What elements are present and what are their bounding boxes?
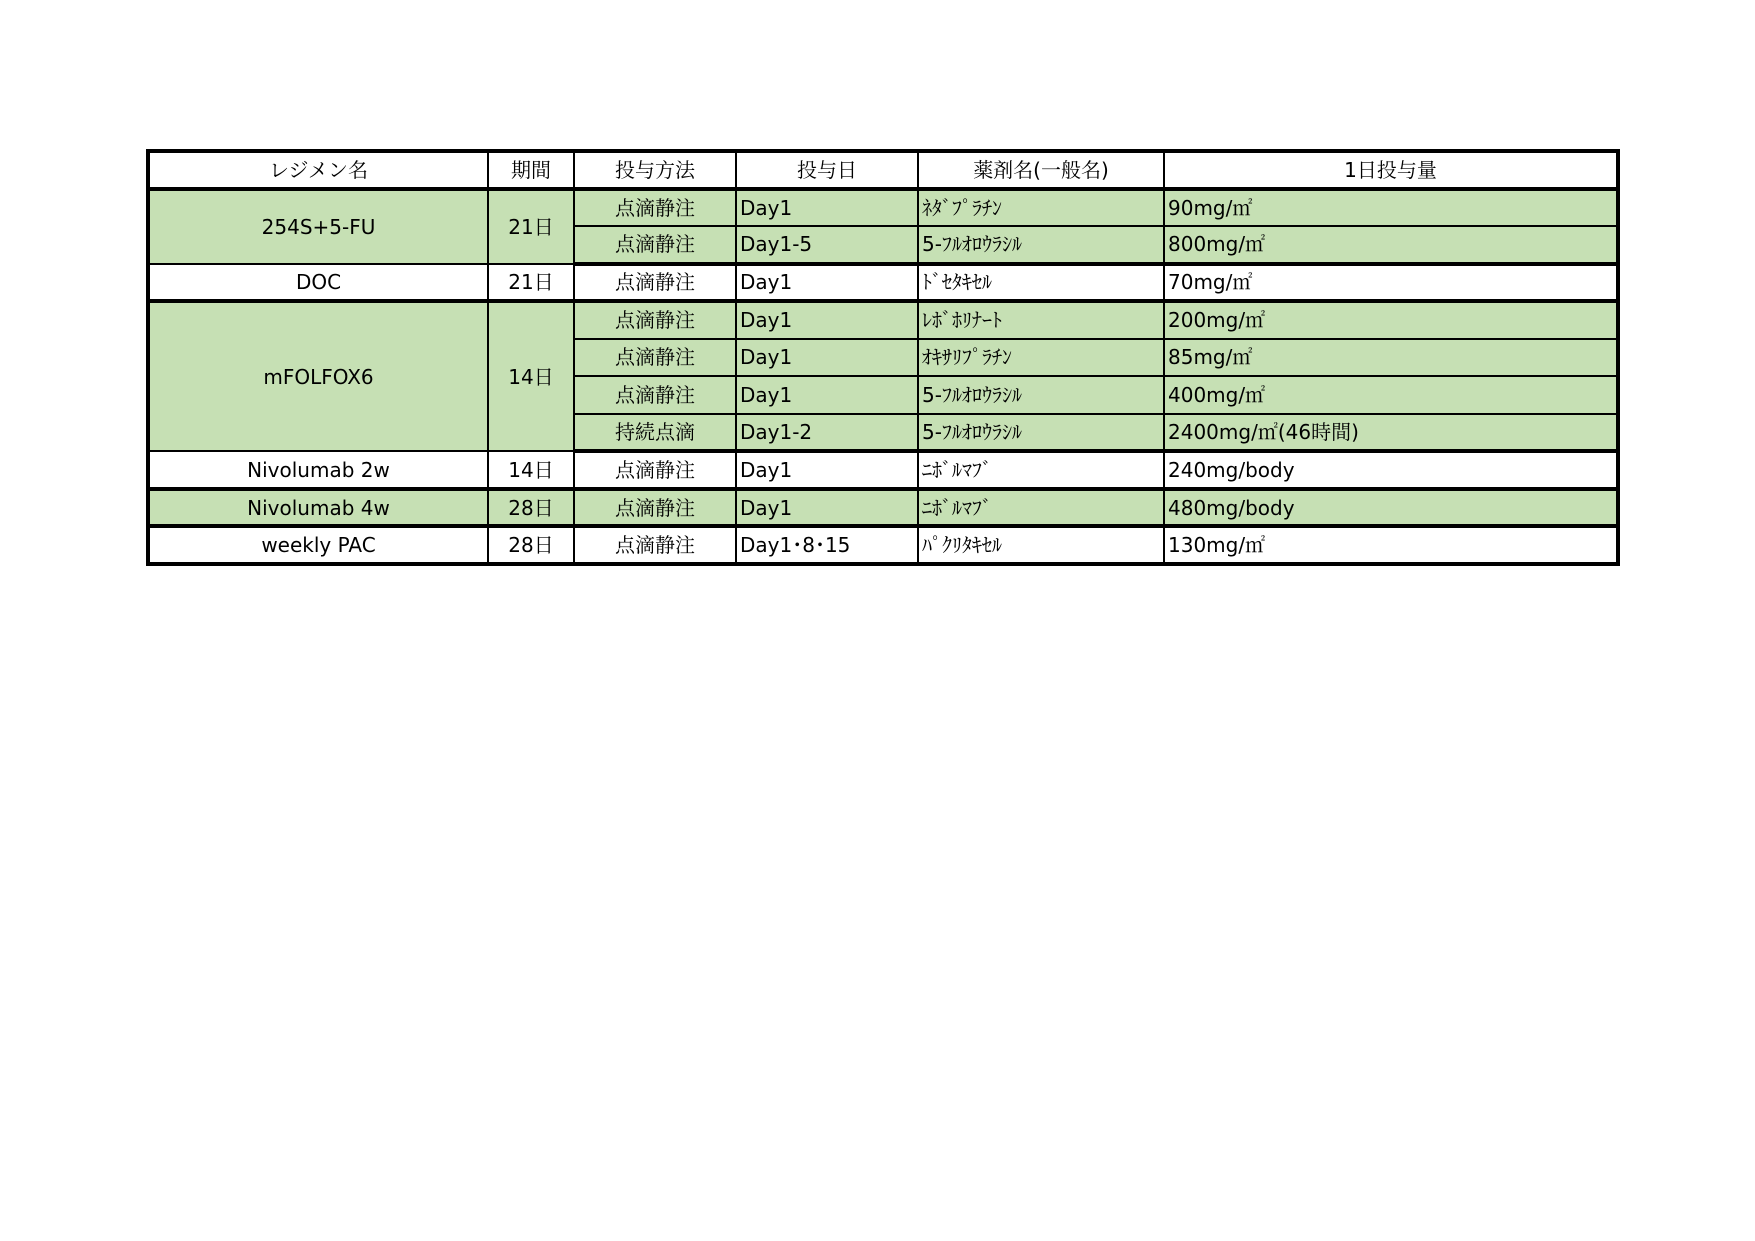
regimen-table	[146, 149, 1620, 566]
header-method: 投与方法	[574, 151, 736, 189]
dose-cell: 70mg/㎡	[1164, 264, 1618, 302]
drug-cell: ﾆﾎﾞﾙﾏﾌﾞ	[918, 451, 1164, 489]
header-regimen-name: レジメン名	[148, 151, 488, 189]
method-cell: 持続点滴	[574, 414, 736, 452]
period-cell: 28日	[488, 526, 574, 564]
header-dose: 1日投与量	[1164, 151, 1618, 189]
dose-cell: 480mg/body	[1164, 489, 1618, 527]
drug-cell: 5-ﾌﾙｵﾛｳﾗｼﾙ	[918, 226, 1164, 264]
day-cell: Day1-2	[736, 414, 918, 452]
drug-cell: 5-ﾌﾙｵﾛｳﾗｼﾙ	[918, 376, 1164, 414]
dose-cell: 200mg/㎡	[1164, 301, 1618, 339]
header-day: 投与日	[736, 151, 918, 189]
dose-cell: 90mg/㎡	[1164, 189, 1618, 227]
drug-cell: ﾚﾎﾞﾎﾘﾅｰﾄ	[918, 301, 1164, 339]
regimen-row	[148, 264, 1618, 302]
day-cell: Day1	[736, 301, 918, 339]
regimen-name-cell: Nivolumab 2w	[148, 451, 488, 489]
regimen-table-body	[148, 151, 1618, 564]
dose-cell: 2400mg/㎡(46時間)	[1164, 414, 1618, 452]
regimen-row	[148, 489, 1618, 527]
day-cell: Day1	[736, 376, 918, 414]
dose-cell: 400mg/㎡	[1164, 376, 1618, 414]
header-period: 期間	[488, 151, 574, 189]
drug-cell: ﾄﾞｾﾀｷｾﾙ	[918, 264, 1164, 302]
method-cell: 点滴静注	[574, 376, 736, 414]
regimen-name-cell: 254S+5-FU	[148, 189, 488, 264]
method-cell: 点滴静注	[574, 451, 736, 489]
regimen-name-cell: mFOLFOX6	[148, 301, 488, 451]
day-cell: Day1	[736, 451, 918, 489]
day-cell: Day1･8･15	[736, 526, 918, 564]
regimen-row	[148, 189, 1618, 227]
drug-cell: 5-ﾌﾙｵﾛｳﾗｼﾙ	[918, 414, 1164, 452]
method-cell: 点滴静注	[574, 264, 736, 302]
period-cell: 21日	[488, 264, 574, 302]
day-cell: Day1	[736, 489, 918, 527]
day-cell: Day1-5	[736, 226, 918, 264]
header-drug: 薬剤名(一般名)	[918, 151, 1164, 189]
method-cell: 点滴静注	[574, 526, 736, 564]
dose-cell: 800mg/㎡	[1164, 226, 1618, 264]
header-row	[148, 151, 1618, 189]
dose-cell: 130mg/㎡	[1164, 526, 1618, 564]
drug-cell: ﾊﾟｸﾘﾀｷｾﾙ	[918, 526, 1164, 564]
method-cell: 点滴静注	[574, 339, 736, 377]
dose-cell: 240mg/body	[1164, 451, 1618, 489]
method-cell: 点滴静注	[574, 226, 736, 264]
regimen-row	[148, 451, 1618, 489]
day-cell: Day1	[736, 264, 918, 302]
regimen-name-cell: weekly PAC	[148, 526, 488, 564]
regimen-name-cell: DOC	[148, 264, 488, 302]
regimen-row	[148, 526, 1618, 564]
day-cell: Day1	[736, 189, 918, 227]
day-cell: Day1	[736, 339, 918, 377]
regimen-row	[148, 301, 1618, 339]
method-cell: 点滴静注	[574, 301, 736, 339]
method-cell: 点滴静注	[574, 189, 736, 227]
period-cell: 14日	[488, 451, 574, 489]
dose-cell: 85mg/㎡	[1164, 339, 1618, 377]
drug-cell: ｵｷｻﾘﾌﾟﾗﾁﾝ	[918, 339, 1164, 377]
method-cell: 点滴静注	[574, 489, 736, 527]
period-cell: 21日	[488, 189, 574, 264]
drug-cell: ﾈﾀﾞﾌﾟﾗﾁﾝ	[918, 189, 1164, 227]
drug-cell: ﾆﾎﾞﾙﾏﾌﾞ	[918, 489, 1164, 527]
period-cell: 28日	[488, 489, 574, 527]
period-cell: 14日	[488, 301, 574, 451]
regimen-name-cell: Nivolumab 4w	[148, 489, 488, 527]
